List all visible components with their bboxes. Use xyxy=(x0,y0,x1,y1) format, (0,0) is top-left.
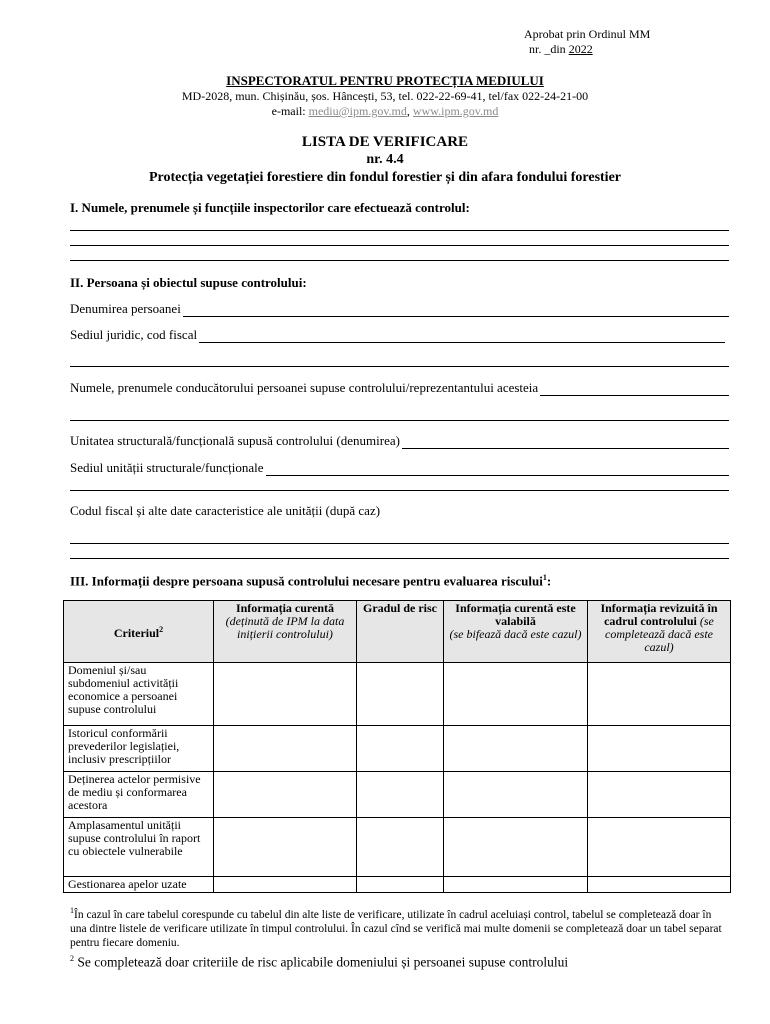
info-curenta-cell[interactable] xyxy=(214,663,357,726)
footnote-1-mark: 1 xyxy=(70,906,74,915)
criteriu-cell: Deținerea actelor permisive de mediu și conformarea acestora xyxy=(64,772,214,818)
valabila-cell[interactable] xyxy=(444,726,588,772)
inspector-line-1[interactable] xyxy=(70,230,729,231)
fill-line-extra[interactable] xyxy=(70,543,729,544)
table-row xyxy=(64,772,731,818)
institution-contacts xyxy=(0,104,770,119)
table-row xyxy=(64,877,731,893)
valabila-cell[interactable] xyxy=(444,663,588,726)
grad-risc-cell[interactable] xyxy=(357,877,444,893)
section3-heading-text: III. Informații despre persoana supusă controlului necesare pentru evaluarea riscului xyxy=(70,573,543,589)
email-link[interactable]: mediu@ipm.gov.md xyxy=(308,104,407,118)
table-row xyxy=(64,663,731,726)
field-label: Sediul unității structurale/funcționale xyxy=(70,460,264,475)
inspector-line-3[interactable] xyxy=(70,260,729,261)
column-header-criteriu: Criteriul$^2$ xyxy=(64,601,214,663)
approval-line1: Aprobat prin Ordinul MM xyxy=(524,27,651,41)
grad-risc-cell[interactable] xyxy=(357,772,444,818)
fill-line[interactable] xyxy=(183,305,729,317)
table-row xyxy=(64,726,731,772)
footnote-1-text: În cazul în care tabelul corespunde cu tabelul din alte liste de verificare, utilizate în cadrul aceluiași control, tabelul se completează doar în una dintre listele de verificare utilizate în timpul controlului. În cazul cînd se verifică mai multe domenii se completează doar un tabel separat pentru fiecare domeniu. xyxy=(70,908,722,949)
revizuita-cell[interactable] xyxy=(588,772,731,818)
criteriu-cell: Domeniul și/sau subdomeniul activității economice a persoanei supuse controlului xyxy=(64,663,214,726)
institution-address: MD-2028, mun. Chișinău, șos. Hâncești, 53, tel. 022-22-69-41, tel/fax 022-24-21-00 xyxy=(181,89,589,103)
footnotes xyxy=(70,904,730,969)
fill-line[interactable] xyxy=(199,331,725,343)
section2-heading: II. Persoana și obiectul supuse controlului: xyxy=(70,275,307,290)
field-sediul-unitatii xyxy=(70,460,729,476)
section3-heading-end: : xyxy=(546,573,552,589)
revizuita-cell[interactable] xyxy=(588,726,731,772)
email-label: e-mail: xyxy=(271,104,309,118)
criteriu-cell: Istoricul conformării prevederilor legislației, inclusiv prescripțiilor xyxy=(64,726,214,772)
fill-line[interactable] xyxy=(540,384,729,396)
approval-din-label: _din xyxy=(544,42,569,56)
info-curenta-cell[interactable] xyxy=(214,877,357,893)
criteriu-cell: Amplasamentul unității supuse controlului în raport cu obiectele vulnerabile xyxy=(64,818,214,877)
column-note: (se bifează dacă este cazul) xyxy=(449,627,582,641)
column-note: (se completează dacă este cazul) xyxy=(605,614,714,654)
grad-risc-cell[interactable] xyxy=(357,726,444,772)
field-label: Unitatea structurală/funcțională supusă controlului (denumirea) xyxy=(70,433,400,448)
approval-note xyxy=(524,27,650,57)
footnote-ref-1: 1 xyxy=(542,573,547,582)
footnote-1 xyxy=(70,904,730,950)
info-curenta-cell[interactable] xyxy=(214,772,357,818)
fill-line-extra[interactable] xyxy=(70,366,729,367)
revizuita-cell[interactable] xyxy=(588,877,731,893)
section1-heading: I. Numele, prenumele și funcțiile inspectorilor care efectuează controlul: xyxy=(70,200,470,215)
field-sediul-juridic xyxy=(70,327,729,343)
approval-line2 xyxy=(524,42,650,57)
approval-year: 2022 xyxy=(568,42,593,56)
institution-name: INSPECTORATUL PENTRU PROTECȚIA MEDIULUI xyxy=(226,73,544,88)
valabila-cell[interactable] xyxy=(444,818,588,877)
field-codul-fiscal xyxy=(70,503,729,519)
website-link[interactable]: www.ipm.gov.md xyxy=(412,104,499,118)
column-header-info-curenta: Informația curentă (deținută de IPM la data inițierii controlului) xyxy=(214,601,357,663)
document-number: nr. 4.4 xyxy=(366,152,404,167)
info-curenta-cell[interactable] xyxy=(214,726,357,772)
field-label: Numele, prenumele conducătorului persoanei supuse controlului/reprezentantului acesteia xyxy=(70,380,539,395)
revizuita-cell[interactable] xyxy=(588,818,731,877)
footnote-2-mark: 2 xyxy=(70,953,74,963)
table-row xyxy=(64,818,731,877)
fill-line[interactable] xyxy=(266,464,729,476)
section3-heading xyxy=(70,573,551,589)
document-title: LISTA DE VERIFICARE xyxy=(301,134,469,150)
info-curenta-cell[interactable] xyxy=(214,818,357,877)
footnote-2-text: Se completează doar criteriile de risc aplicabile domeniului și persoanei supuse controlului xyxy=(74,954,569,970)
approval-nr-label: nr. xyxy=(529,42,545,56)
grad-risc-cell[interactable] xyxy=(357,818,444,877)
criteriu-cell: Gestionarea apelor uzate xyxy=(64,877,214,893)
column-header-grad-risc: Gradul de risc xyxy=(357,601,444,663)
contacts-separator: , xyxy=(406,104,413,118)
footnote-2 xyxy=(70,952,730,970)
column-header-revizuita: Informația revizuită în cadrul controlului (se completează dacă este cazul) xyxy=(588,601,731,663)
field-denumirea-persoanei xyxy=(70,301,729,317)
valabila-cell[interactable] xyxy=(444,877,588,893)
column-note: (deținută de IPM la data inițierii controlului) xyxy=(225,614,345,641)
inspector-line-2[interactable] xyxy=(70,245,729,246)
fill-line-extra[interactable] xyxy=(70,420,729,421)
grad-risc-cell[interactable] xyxy=(357,663,444,726)
fill-line[interactable] xyxy=(402,437,729,449)
field-label: Sediul juridic, cod fiscal xyxy=(70,327,198,342)
risk-table xyxy=(63,600,731,893)
field-label: Codul fiscal și alte date caracteristice ale unității (după caz) xyxy=(70,503,381,518)
field-unitatea-structurala xyxy=(70,433,729,449)
column-header-valabila: Informația curentă este valabilă (se bifează dacă este cazul) xyxy=(444,601,588,663)
field-label: Denumirea persoanei xyxy=(70,301,181,316)
valabila-cell[interactable] xyxy=(444,772,588,818)
table-header-row xyxy=(64,601,731,663)
field-conducator xyxy=(70,380,729,396)
footnote-ref-2: 2 xyxy=(159,625,164,634)
fill-line-extra[interactable] xyxy=(70,490,729,491)
revizuita-cell[interactable] xyxy=(588,663,731,726)
document-subtitle: Protecția vegetației forestiere din fondul forestier și din afara fondului forestier xyxy=(148,170,622,185)
fill-line-extra[interactable] xyxy=(70,558,729,559)
